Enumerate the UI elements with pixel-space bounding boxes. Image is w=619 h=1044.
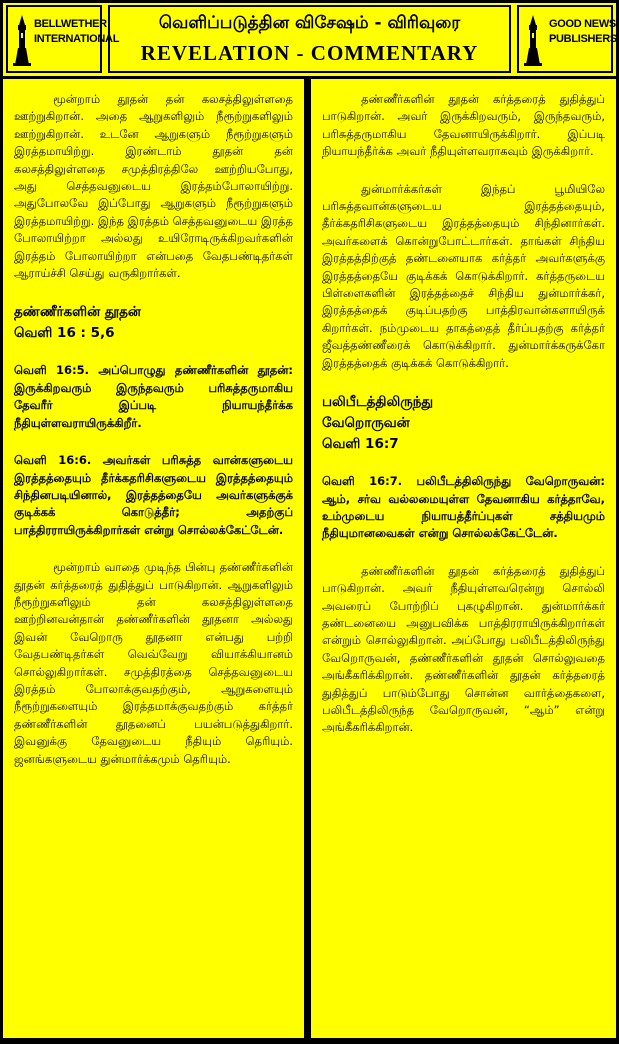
section-heading-title: பலிபீடத்திலிருந்து: [322, 394, 434, 411]
tower-logo-icon: [12, 13, 32, 67]
section-heading-subtitle: வேறொருவன்: [322, 415, 410, 432]
verse-text: வெளி 16:6. அவர்கள் பரிசுத்த வான்களுடைய இரத்தத்தையும் தீர்க்கதரிசிகளுடைய இரத்தத்தையும் சிந்தினபடியினால், இரத்தத்தையே அவர்களுக்குக் குடிக்கக் கொடுத்தீர்; அதற்குப் பாத்திரராயிருக்கிறார்கள் என்று சொல்லக்கேட்டேன்.: [14, 453, 293, 537]
bellwether-logo: [6, 5, 120, 73]
commentary-paragraph: தண்ணீர்களின் தூதன் கர்த்தரைத் துதித்துப் பாடுகிறான். அவர் நீதியுள்ளவரென்று சொல்லி அவரைப் போற்றிப் புகழுகிறான். துன்மார்க்கர் தண்டனையை அனுபவிக்க பாத்திரராயிருக்கிறார்கள் என்றும் சொல்லுகிறான். அப்போது பலிபீடத்திலிருந்து வேறொருவன், தண்ணீர்களின் தூதன் சொல்லுவதை அங்கீகரிக்கிறான். தண்ணீர்களின் தூதன் கர்த்தரைத் துதித்துப் பாடும்போது சொன்ன வார்த்தைகளை, பலிபீடத்திலிருந்த வேறொருவன், “ஆம்” என்று அங்கீகரிக்கிறான்.: [322, 563, 605, 735]
section-heading-reference: வெளி 16 : 5,6: [14, 325, 115, 342]
title-english: REVELATION - COMMENTARY: [140, 41, 479, 65]
title-box: [108, 5, 511, 73]
header: [3, 3, 616, 76]
left-logo-line1: BELLWETHER: [34, 18, 107, 30]
left-column: [3, 79, 304, 1038]
title-tamil: வெளிப்படுத்தின விசேஷம் - விரிவுரை: [158, 13, 461, 33]
verse-text: வெளி 16:7. பலிபீடத்திலிருந்து வேறொருவன்: ஆம், சர்வ வல்லமையுள்ள தேவனாகிய கர்த்தாவே, உம்முடைய நியாயத்தீர்ப்புகள் சத்தியமும் நீதியுமானவைகள் என்று சொல்லக்கேட்டேன்.: [322, 474, 605, 541]
commentary-paragraph: மூன்றாம் தூதன் தன் கலசத்திலுள்ளதை ஊற்றுகிறான். அதை ஆறுகளிலும் நீரூற்றுகளிலும் ஊற்றுகிறான். உடனே ஆறுகளும் நீரூற்றுகளும் இரத்தமாயிற்று. இரண்டாம் தூதன் தன் கலசத்திலுள்ளதை சமுத்திரத்திலே ஊற்றியபோது, அது செத்தவனுடைய இரத்தம்போலாயிற்று. அதுபோலவே இப்போது ஆறுகளும் நீரூற்றுகளும் இரத்தமாயிற்று. இந்த இரத்தம் செத்தவனுடைய இரத்த போலாயிற்றா அல்லது உயிரோடிருக்கிறவர்களின் இரத்தம் போலாயிற்றா என்பதை வேதபண்டிதர்கள் ஆராய்ச்சி செய்து வருகிறார்கள்.: [14, 92, 293, 281]
right-logo-line1: GOOD NEWS: [549, 18, 616, 30]
section-heading-reference: வெளி 16:7: [322, 436, 399, 453]
section-heading: [14, 302, 293, 344]
section-heading-title: தண்ணீர்களின் தூதன்: [14, 304, 142, 321]
verse-text: வெளி 16:5. அப்பொழுது தண்ணீர்களின் தூதன்: இருக்கிறவரும் இருந்தவரும் பரிசுத்தருமாகிய தேவரீர் இப்படி நியாயந்தீர்க்க நீதியுள்ளவராயிருக்கிறீர்.: [14, 363, 293, 430]
commentary-paragraph: துன்மார்க்கர்கள் இந்தப் பூமியிலே பரிசுத்தவான்களுடைய இரத்தத்தையும், தீர்க்கதரிசிகளுடைய இரத்தத்தையும் சிந்தினார்கள். அவர்களைக் கொன்றுபோட்டார்கள். தாங்கள் சிந்திய இரத்தத்திற்குத் தண்டனையாக கர்த்தர் அவர்களுக்கு இரத்தத்தையே குடிக்கக் கொடுக்கிறார். கர்த்தருடைய பிள்ளைகளின் இரத்தத்தைச் சிந்திய துன்மார்க்கர், இரத்தத்தைக் குடிப்பதற்கு பாத்திரவான்களாயிருக் கிறார்கள். நம்முடைய தாகத்தைத் தீர்ப்பதற்கு கர்த்தர் ஜீவத்தண்ணீரைக் கொடுக்கிறார். துன்மார்க்கருக்கோ இரத்தத்தைக் குடிக்கக் கொடுக்கிறார்.: [322, 181, 605, 370]
left-logo-line2: INTERNATIONAL: [34, 33, 120, 45]
section-heading: [322, 392, 605, 455]
commentary-paragraph: தண்ணீர்களின் தூதன் கர்த்தரைத் துதித்துப் பாடுகிறான். அவர் இருக்கிறவரும், இருந்தவரும், பரிசுத்தருமாகிய தேவனாயிருக்கிறார். இப்படி நியாயந்தீர்க்க அவர் நீதியுள்ளவராகவும் இருக்கிறார்.: [322, 92, 605, 159]
right-column: [311, 79, 616, 1038]
right-logo-line2: PUBLISHERS: [549, 33, 617, 45]
commentary-paragraph: மூன்றாம் வாதை முடிந்த பின்பு தண்ணீர்களின் தூதன் கர்த்தரைத் துதித்துப் பாடுகிறான். ஆறுகளிலும் நீரூற்றுகளிலும் தன் கலசத்திலுள்ளதை ஊற்றினவன்தான் தண்ணீர்களின் தூதனா அல்லது இவன் வேறொரு தூதனா என்பது பற்றி வேதபண்டிதர்கள் வெவ்வேறு வியாக்கியானம் சொல்லுகிறார்கள். சமுத்திரத்தை செத்தவனுடைய இரத்தம் போலாக்குவதற்கும், ஆறுகளையும் நீரூற்றுகளையும் இரத்தமாக்குவதற்கும் கர்த்தர் தண்ணீர்களின் தூதனைப் பயன்படுத்துகிறார். இவனுக்கு தேவனுடைய நீதியும் தெரியும். ஜனங்களுடைய துன்மார்க்கமும் தெரியும்.: [14, 560, 293, 766]
tower-logo-icon: [523, 13, 543, 67]
good-news-logo: [517, 5, 617, 73]
